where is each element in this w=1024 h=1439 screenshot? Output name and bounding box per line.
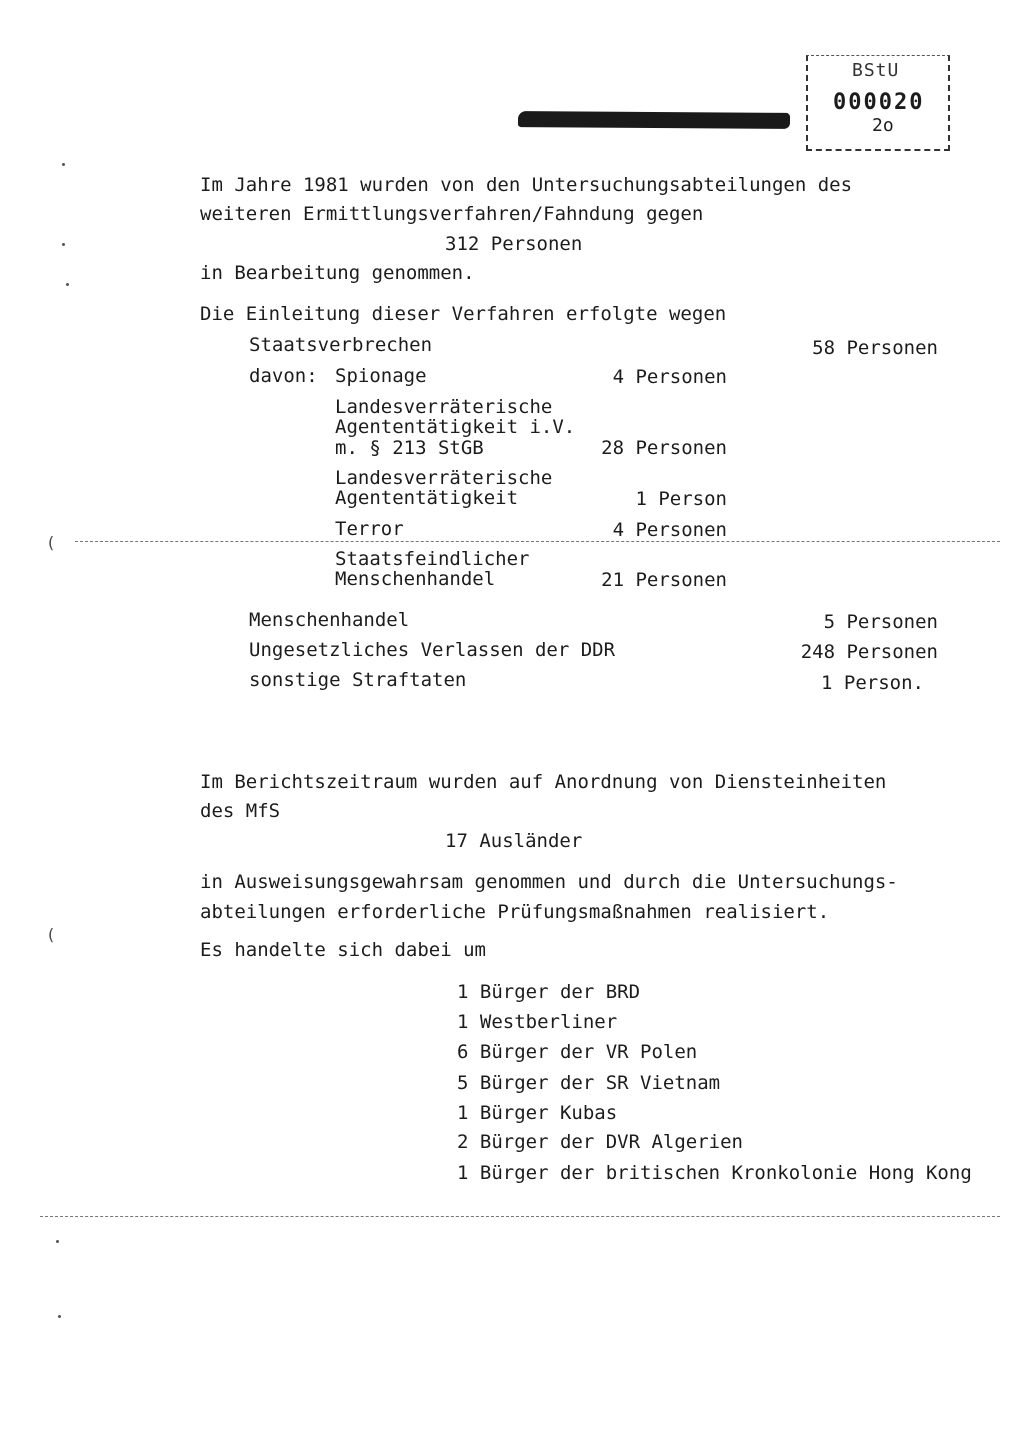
foreigner-list-item: 5 Bürger der SR Vietnam <box>457 1072 721 1094</box>
foreigner-list-item: 1 Bürger Kubas <box>457 1102 618 1124</box>
other-item-label: sonstige Straftaten <box>249 669 467 691</box>
sub-item-label: Landesverräterische <box>335 467 553 489</box>
sub-item-value: 1 Person <box>635 488 727 510</box>
other-item-label: Ungesetzliches Verlassen der DDR <box>249 639 616 661</box>
redaction-bar <box>518 111 790 129</box>
scan-fold-line <box>75 541 1000 542</box>
para3-line4: abteilungen erforderliche Prüfungsmaßnahmen realisiert. <box>200 901 830 923</box>
davon-label: davon: <box>249 365 318 387</box>
stamp-org: BStU <box>852 60 900 81</box>
para3-line1: Im Berichtszeitraum wurden auf Anordnung von Diensteinheiten <box>200 771 887 793</box>
margin-mark <box>66 283 69 286</box>
para2-intro: Die Einleitung dieser Verfahren erfolgte wegen <box>200 303 727 325</box>
sub-item-label: Landesverräterische <box>335 396 553 418</box>
foreigner-list-item: 6 Bürger der VR Polen <box>457 1041 698 1063</box>
foreigner-list-item: 2 Bürger der DVR Algerien <box>457 1131 743 1153</box>
sub-item-value: 28 Personen <box>601 437 727 459</box>
margin-mark <box>58 1315 61 1318</box>
sub-item-label: Spionage <box>335 365 427 387</box>
para3-line3: in Ausweisungsgewahrsam genommen und durch die Untersuchungs- <box>200 871 898 893</box>
sub-item-value: 21 Personen <box>601 569 727 591</box>
foreigner-list-item: 1 Bürger der britischen Kronkolonie Hong Kong <box>457 1162 972 1184</box>
para3-line2: des MfS <box>200 800 281 822</box>
para1-count: 312 Personen <box>445 233 583 255</box>
foreigner-list-item: 1 Westberliner <box>457 1011 618 1033</box>
sub-item-label: m. § 213 StGB <box>335 437 484 459</box>
sub-item-label: Terror <box>335 518 404 540</box>
sub-item-label: Agententätigkeit <box>335 487 519 509</box>
other-item-label: Menschenhandel <box>249 609 410 631</box>
other-item-value: 248 Personen <box>800 641 938 663</box>
margin-mark <box>62 163 65 166</box>
margin-bracket-mark: ( <box>46 925 56 944</box>
para3-count: 17 Ausländer <box>445 830 583 852</box>
sub-item-value: 4 Personen <box>612 519 727 541</box>
staatsverbrechen-value: 58 Personen <box>812 337 938 359</box>
foreigner-list-item: 1 Bürger der BRD <box>457 981 641 1003</box>
para1-line3: in Bearbeitung genommen. <box>200 262 475 284</box>
other-item-value: 5 Personen <box>823 611 938 633</box>
other-item-value: 1 Person. <box>821 672 924 694</box>
scan-fold-line <box>40 1216 1000 1217</box>
margin-mark <box>56 1240 59 1243</box>
sub-item-label: Menschenhandel <box>335 568 496 590</box>
sub-item-value: 4 Personen <box>612 366 727 388</box>
margin-bracket-mark: ( <box>46 533 56 552</box>
para3-line5: Es handelte sich dabei um <box>200 939 486 961</box>
page-number: 2o <box>872 115 894 136</box>
sub-item-label: Agententätigkeit i.V. <box>335 416 576 438</box>
sub-item-label: Staatsfeindlicher <box>335 548 530 570</box>
margin-mark <box>62 243 65 246</box>
stamp-number: 000020 <box>833 90 925 115</box>
para1-line1: Im Jahre 1981 wurden von den Untersuchungsabteilungen des <box>200 174 853 196</box>
para1-line2: weiteren Ermittlungsverfahren/Fahndung gegen <box>200 203 704 225</box>
staatsverbrechen-label: Staatsverbrechen <box>249 334 433 356</box>
